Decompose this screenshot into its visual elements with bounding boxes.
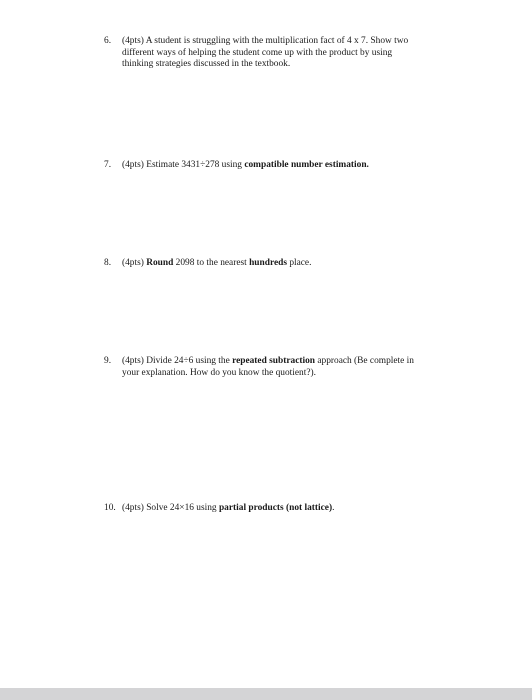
question-number: 9. (104, 356, 112, 366)
question-text: (4pts) (122, 258, 147, 268)
question-number: 10. (104, 503, 116, 513)
question-9 (104, 356, 476, 379)
question-number: 7. (104, 160, 112, 170)
question-10 (104, 503, 476, 515)
question-bold-text: compatible number estimation. (244, 160, 369, 170)
question-text-line: thinking strategies discussed in the textbook. (122, 59, 291, 69)
question-8 (104, 258, 476, 270)
question-text-line: different ways of helping the student come up with the product by using (122, 47, 393, 58)
question-text: . (332, 503, 335, 513)
question-text: approach (Be complete in (315, 356, 414, 366)
bottom-scroll-bar (0, 688, 532, 700)
question-text-line: (4pts) A student is struggling with the multiplication fact of 4 x 7. Show two (122, 36, 409, 46)
question-bold-text: partial products (not lattice) (218, 503, 333, 513)
question-number: 6. (104, 36, 112, 46)
question-text: (4pts) Solve 24×16 using (122, 503, 219, 513)
question-text: place. (286, 258, 312, 268)
question-number: 8. (104, 258, 112, 268)
question-bold-text: Round (146, 258, 174, 268)
question-text: 2098 to the nearest (173, 258, 250, 268)
question-text: (4pts) Estimate 3431÷278 using (122, 160, 245, 170)
question-text: (4pts) Divide 24÷6 using the (122, 356, 233, 366)
question-text-line: your explanation. How do you know the quotient?). (122, 367, 316, 378)
question-6 (104, 36, 476, 71)
question-7 (104, 160, 476, 172)
question-bold-text: repeated subtraction (232, 356, 315, 366)
question-bold-text: hundreds (249, 258, 287, 268)
